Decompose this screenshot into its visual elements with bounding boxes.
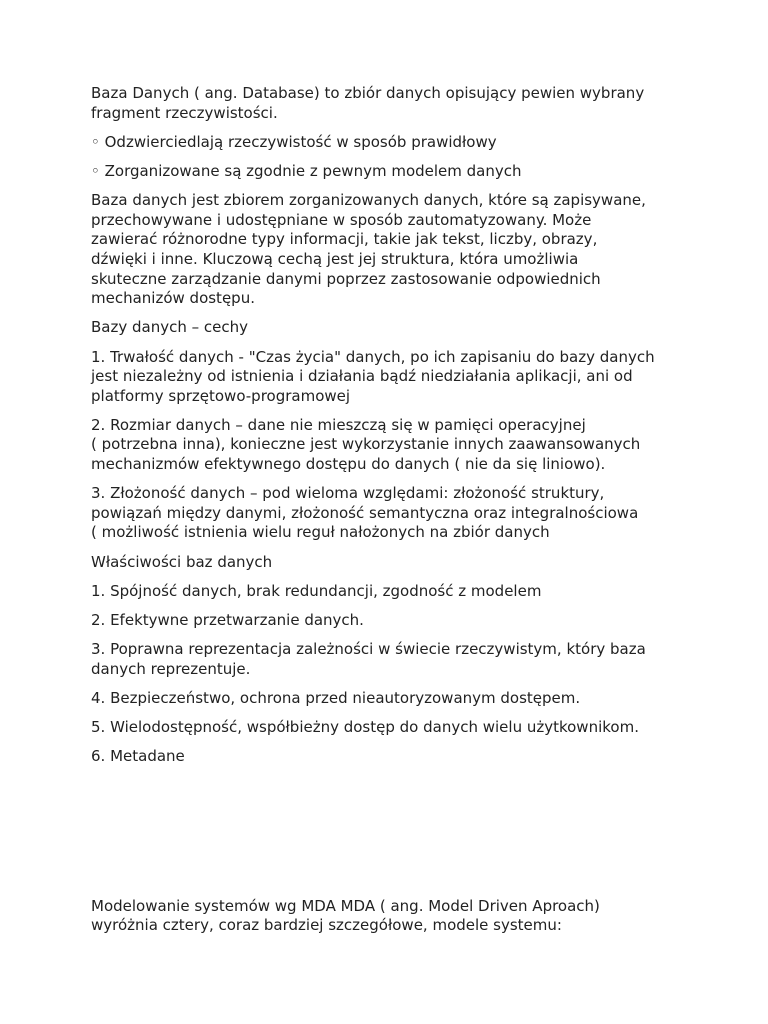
document-page: [91, 84, 691, 945]
paragraph-definition: Baza Danych ( ang. Database) to zbiór danych opisujący pewien wybrany fragment rzeczywistości.: [91, 84, 645, 122]
blank-space: [91, 777, 691, 897]
numbered-item: 6. Metadane: [91, 747, 185, 766]
numbered-item: 4. Bezpieczeństwo, ochrona przed nieautoryzowanym dostępem.: [91, 688, 581, 707]
section-heading: Bazy danych – cechy: [91, 318, 248, 337]
bullet-item: ◦ Odzwierciedlają rzeczywistość w sposób prawidłowy: [91, 132, 497, 151]
paragraph-description: Baza danych jest zbiorem zorganizowanych danych, które są zapisywane, przechowywane i udostępniane w sposób zautomatyzowany. Może zawierać różnorodne typy informacji, takie jak tekst, liczby, obrazy, dźwięki i inne. Kluczową cechą jest jej struktura, która umożliwia skuteczne zarządzanie danymi poprzez zastosowanie odpowiednich mechanizów dostępu.: [91, 191, 646, 308]
numbered-item: 5. Wielodostępność, współbieżny dostęp do danych wielu użytkownikom.: [91, 718, 639, 737]
bullet-item: ◦ Zorganizowane są zgodnie z pewnym modelem danych: [91, 161, 522, 180]
numbered-item: 1. Spójność danych, brak redundancji, zgodność z modelem: [91, 581, 542, 600]
paragraph-mda: Modelowanie systemów wg MDA MDA ( ang. Model Driven Aproach) wyróżnia cztery, coraz bardziej szczegółowe, modele systemu:: [91, 896, 600, 935]
numbered-item: 2. Rozmiar danych – dane nie mieszczą się w pamięci operacyjnej ( potrzebna inna), konieczne jest wykorzystanie innych zaawansowanych mechanizmów efektywnego dostępu do danych ( nie da się liniowo).: [91, 415, 641, 474]
numbered-item: 3. Złożoność danych – pod wieloma względami: złożoność struktury, powiązań między danymi, złożoność semantyczna oraz integralnościowa ( możliwość istnienia wielu reguł nałożonych na zbiór danych: [91, 484, 639, 542]
numbered-item: 1. Trwałość danych - "Czas życia" danych, po ich zapisaniu do bazy danych jest niezależny od istnienia i działania bądź niedziałania aplikacji, ani od platformy sprzętowo-programowej: [91, 347, 655, 405]
numbered-item: 3. Poprawna reprezentacja zależności w świecie rzeczywistym, który baza danych reprezentuje.: [91, 640, 646, 678]
numbered-item: 2. Efektywne przetwarzanie danych.: [91, 611, 364, 629]
section-heading: Właściwości baz danych: [91, 552, 273, 571]
